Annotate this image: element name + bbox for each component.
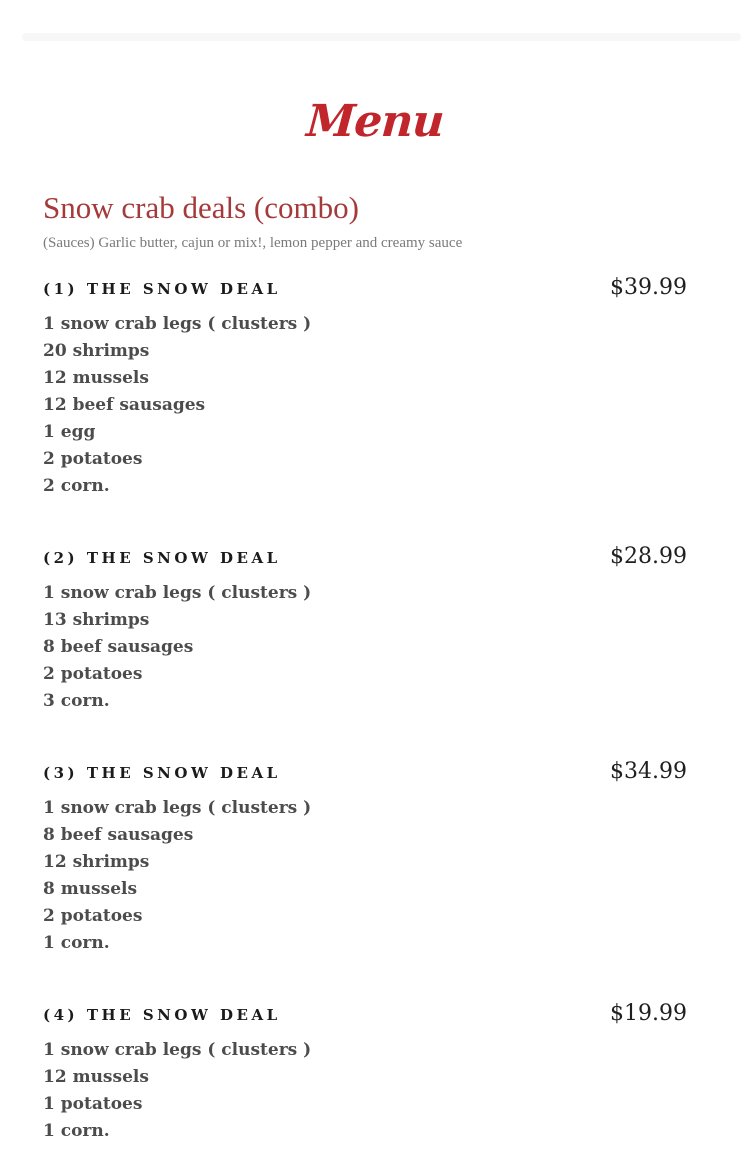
ingredient-list xyxy=(43,1037,687,1145)
menu-item-4 xyxy=(43,1003,687,1145)
menu-content xyxy=(0,191,750,1145)
item-price: $28.99 xyxy=(610,544,687,569)
item-name: (1) THE SNOW DEAL xyxy=(43,280,281,298)
ingredient-line: 2 corn. xyxy=(43,476,110,496)
ingredient-line: 13 shrimps xyxy=(43,610,150,630)
ingredient-line: 1 snow crab legs ( clusters ) xyxy=(43,314,312,334)
section-title: Snow crab deals (combo) xyxy=(43,190,359,225)
item-price: $39.99 xyxy=(610,275,687,300)
ingredient-line: 1 snow crab legs ( clusters ) xyxy=(43,1040,312,1060)
item-price: $34.99 xyxy=(610,759,687,784)
item-header xyxy=(43,546,687,569)
ingredient-line: 8 beef sausages xyxy=(43,825,194,845)
ingredient-list xyxy=(43,580,687,715)
ingredient-line: 1 corn. xyxy=(43,933,110,953)
menu-page xyxy=(0,33,750,1150)
ingredient-line: 2 potatoes xyxy=(43,449,143,469)
menu-item-2 xyxy=(43,546,687,715)
item-name: (3) THE SNOW DEAL xyxy=(43,764,281,782)
item-header xyxy=(43,277,687,300)
item-header xyxy=(43,1003,687,1026)
ingredient-line: 12 beef sausages xyxy=(43,395,206,415)
menu-item-3 xyxy=(43,761,687,957)
item-name: (4) THE SNOW DEAL xyxy=(43,1006,281,1024)
page-title-script: Menu xyxy=(304,96,446,147)
ingredient-line: 12 mussels xyxy=(43,1067,149,1087)
item-price: $19.99 xyxy=(610,1001,687,1026)
ingredient-list xyxy=(43,311,687,500)
item-name: (2) THE SNOW DEAL xyxy=(43,549,281,567)
ingredient-list xyxy=(43,795,687,957)
ingredient-line: 8 beef sausages xyxy=(43,637,194,657)
ingredient-line: 12 mussels xyxy=(43,368,149,388)
top-divider-band xyxy=(22,33,741,41)
ingredient-line: 20 shrimps xyxy=(43,341,150,361)
menu-item-1 xyxy=(43,277,687,500)
ingredient-line: 1 potatoes xyxy=(43,1094,143,1114)
ingredient-line: 1 snow crab legs ( clusters ) xyxy=(43,798,312,818)
ingredient-line: 1 corn. xyxy=(43,1121,110,1141)
ingredient-line: 1 snow crab legs ( clusters ) xyxy=(43,583,312,603)
item-header xyxy=(43,761,687,784)
ingredient-line: 3 corn. xyxy=(43,691,110,711)
ingredient-line: 8 mussels xyxy=(43,879,138,899)
ingredient-line: 2 potatoes xyxy=(43,664,143,684)
ingredient-line: 12 shrimps xyxy=(43,852,150,872)
section-subtitle: (Sauces) Garlic butter, cajun or mix!, lemon pepper and creamy sauce xyxy=(43,235,463,251)
ingredient-line: 1 egg xyxy=(43,422,96,442)
ingredient-line: 2 potatoes xyxy=(43,906,143,926)
